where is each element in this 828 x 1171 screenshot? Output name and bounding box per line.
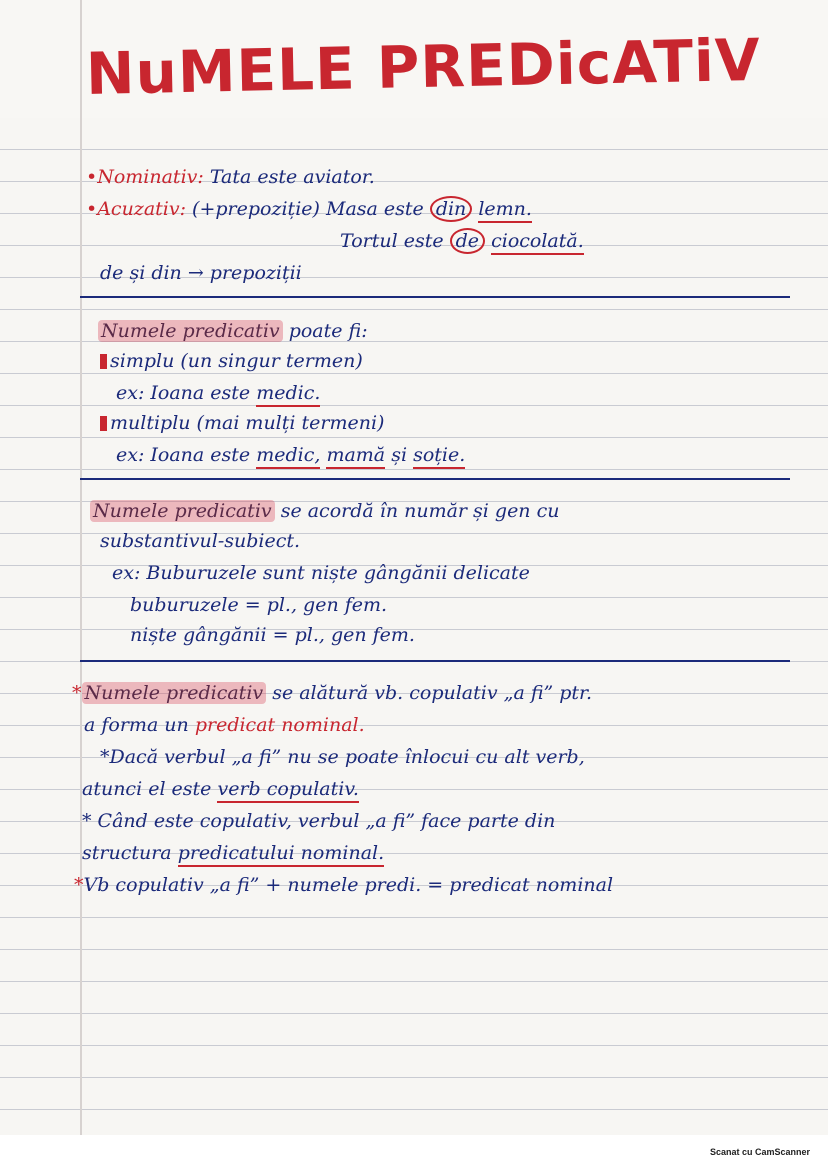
circled-preposition-de: de xyxy=(450,228,485,254)
note-line-alatura xyxy=(72,680,592,706)
underlined-word-lemn: lemn. xyxy=(478,198,532,223)
section-divider xyxy=(80,296,790,298)
note-line-acuzativ xyxy=(86,196,532,222)
underlined-word-ciocolata: ciocolată. xyxy=(491,230,584,255)
page-title: NuMELE PREDicATiV xyxy=(85,25,762,108)
note-line-tortul xyxy=(340,228,584,254)
underlined-term-predicatului-nominal: predicatului nominal. xyxy=(178,842,384,867)
bullet-multiplu: multiplu (mai mulți termeni) xyxy=(110,412,385,434)
note-line-multiplu xyxy=(100,410,384,436)
underlined-term-verb-copulativ: verb copulativ. xyxy=(217,778,358,803)
highlighted-heading: Numele predicativ xyxy=(90,500,275,522)
bullet-simplu: simplu (un singur termen) xyxy=(110,350,363,372)
note-line-forma xyxy=(84,712,365,738)
note-line-poate-fi xyxy=(98,318,368,344)
note-line-structura xyxy=(82,840,384,866)
acuzativ-example-a: Masa este xyxy=(325,198,424,220)
underlined-word-sotie: soție. xyxy=(413,444,465,469)
star-icon: * xyxy=(72,682,82,704)
structura-text: structura xyxy=(82,842,172,864)
section-divider xyxy=(80,478,790,480)
highlighted-heading: Numele predicativ xyxy=(82,682,267,704)
note-line-substantiv: substantivul-subiect. xyxy=(100,530,301,552)
circled-preposition-din: din xyxy=(430,196,472,222)
nominativ-example: Tata este aviator. xyxy=(209,166,375,188)
note-line-example-buburuze: ex: Buburuzele sunt niște gângănii delicate xyxy=(112,562,530,584)
highlighted-heading: Numele predicativ xyxy=(98,320,283,342)
conjunction-si: și xyxy=(391,444,408,466)
note-line-nominativ xyxy=(86,164,375,190)
example-simplu-text: ex: Ioana este xyxy=(116,382,251,404)
note-line-gangani-pl: niște gângănii = pl., gen fem. xyxy=(130,624,415,646)
underlined-word-mama: mamă xyxy=(326,444,385,469)
section-divider xyxy=(80,660,790,662)
acuzativ-note: (+prepoziție) xyxy=(192,198,320,220)
nominativ-label: •Nominativ: xyxy=(86,166,204,188)
tortul-example-a: Tortul este xyxy=(340,230,444,252)
margin-line xyxy=(80,0,82,1135)
red-bullet-icon xyxy=(100,354,107,369)
scanner-watermark: Scanat cu CamScanner xyxy=(709,1147,810,1157)
note-line-formula xyxy=(74,872,613,898)
heading-rest: poate fi: xyxy=(288,320,368,342)
note-line-atunci xyxy=(82,776,359,802)
red-bullet-icon xyxy=(100,416,107,431)
note-line-example-simplu xyxy=(116,380,320,406)
underlined-word-medic: medic, xyxy=(256,444,320,469)
note-line-daca: *Dacă verbul „a fi” nu se poate înlocui cu alt verb, xyxy=(100,746,585,768)
note-line-cand: * Când este copulativ, verbul „a fi” face parte din xyxy=(82,810,556,832)
forma-text: a forma un xyxy=(84,714,189,736)
note-line-buburuzele-pl: buburuzele = pl., gen fem. xyxy=(130,594,388,616)
note-line-acord xyxy=(90,498,559,524)
formula-text: Vb copulativ „a fi” + numele predi. = predicat nominal xyxy=(83,874,614,896)
scan-bottom-strip xyxy=(0,1135,828,1171)
underlined-word-medic: medic. xyxy=(256,382,320,407)
example-multiplu-text: ex: Ioana este xyxy=(116,444,251,466)
acuzativ-label: •Acuzativ: xyxy=(86,198,186,220)
note-line-example-multiplu xyxy=(116,442,465,468)
alatura-rest: se alătură vb. copulativ „a fi” ptr. xyxy=(272,682,593,704)
acord-rest: se acordă în număr și gen cu xyxy=(280,500,560,522)
atunci-text: atunci el este xyxy=(82,778,212,800)
red-term-predicat-nominal: predicat nominal. xyxy=(194,714,365,736)
star-icon: * xyxy=(74,874,84,896)
note-line-simplu xyxy=(100,348,363,374)
note-line-prepozitii: de și din → prepoziții xyxy=(100,262,302,284)
